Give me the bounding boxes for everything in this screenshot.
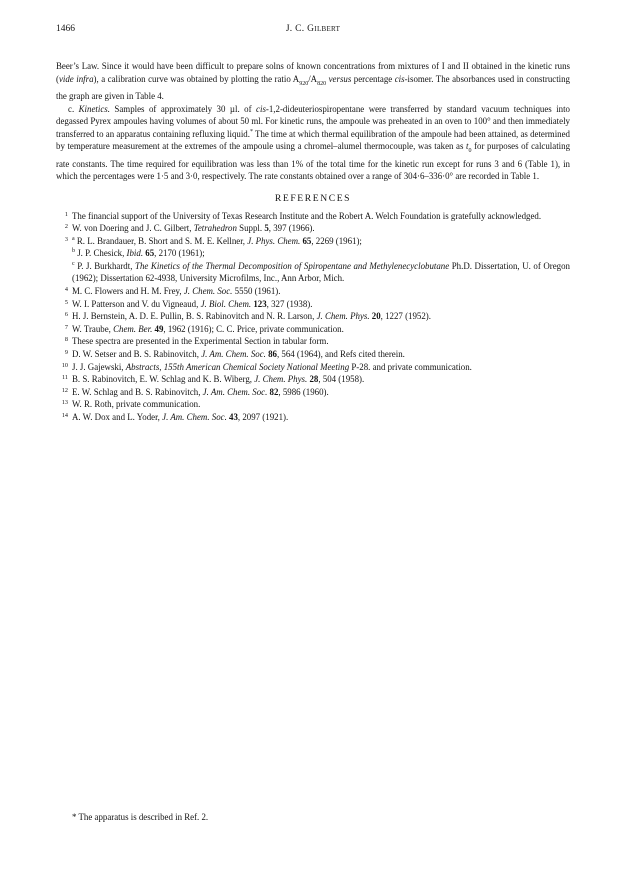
reference-10 (56, 361, 570, 374)
reference-number: 9 (64, 349, 68, 357)
reference-volume: 86 (268, 349, 277, 360)
reference-4 (56, 285, 570, 298)
reference-journal: J. Am. Chem. Soc. (162, 412, 227, 422)
running-author: J. C. Gilbert (285, 24, 341, 34)
reference-journal: Abstracts, 155th American Chemical Society National Meeting (125, 361, 350, 372)
reference-text: These spectra are presented in the Experimental Section in tabular form. (72, 336, 329, 347)
reference-authors: J. J. Gajewski, (72, 361, 126, 372)
absorbance-symbol: A (292, 73, 300, 84)
page-number: 1466 (56, 24, 75, 34)
paragraph-beers-law (56, 60, 570, 103)
reference-authors: P. J. Burkhardt, (74, 260, 136, 271)
reference-number: 5 (64, 298, 68, 306)
reference-journal: J. Biol. Chem. (200, 298, 252, 309)
reference-journal: J. Chem. Phys. (316, 311, 370, 322)
reference-13 (56, 398, 570, 411)
text-span: -1,2-dideuteriospiropentane were transferred by standard vacuum techniques into degassed Pyrex ampoules having volumes of about 50 ml. For kinetic runs, the ampoule was preheated in an oven to 100° and then immediately transferred to an apparatus containing refluxing liquid. (56, 103, 570, 139)
text-span: Samples of approximately 30 µl. of (109, 103, 257, 114)
reference-pages: , 1962 (1916); C. C. Price, private communication. (163, 323, 344, 334)
reference-title: The Kinetics of the Thermal Decomposition of Spiropentane and Methylenecyclobutane (135, 260, 450, 271)
reference-journal: J. Chem. Soc. (183, 286, 233, 297)
references-heading: REFERENCES (274, 192, 352, 204)
reference-journal: J. Phys. Chem. (247, 235, 301, 246)
reference-8 (56, 335, 570, 348)
italic-versus: versus (328, 73, 352, 84)
subreference-mark: a (72, 235, 75, 242)
reference-authors: J. P. Chesick, (75, 248, 127, 259)
reference-9 (56, 348, 570, 361)
text-span: -isomer. The absorbances used in constructing the graph are given in Table 4. (56, 73, 570, 101)
reference-text: The financial support of the University of Texas Research Institute and the Robert A. Welch Foundation is gratefully acknowledged. (72, 210, 542, 221)
reference-pages: , 1227 (1952). (380, 311, 431, 322)
reference-11 (56, 373, 570, 386)
reference-volume: 82 (269, 386, 279, 397)
subscript-820: 820 (317, 80, 327, 87)
text-span: /A (308, 73, 318, 84)
reference-journal: Ibid. (126, 248, 144, 259)
text-span: percentage (351, 73, 395, 84)
reference-volume: 5 (264, 223, 269, 234)
reference-authors: H. J. Bernstein, A. D. E. Pullin, B. S. Rabinovitch and N. R. Larson, (72, 311, 317, 322)
paragraph-kinetics (56, 103, 570, 183)
reference-volume: 123 (253, 298, 267, 309)
reference-pages: , 327 (1938). (266, 298, 313, 309)
subreference-mark: c (72, 260, 75, 267)
subreference-mark: b (72, 248, 75, 255)
reference-number: 6 (64, 311, 68, 319)
reference-journal: Tetrahedron (193, 223, 237, 234)
italic-cis: cis (256, 103, 266, 114)
reference-5 (56, 298, 570, 311)
reference-volume: 65 (302, 235, 312, 246)
reference-6 (56, 310, 570, 323)
reference-authors: M. C. Flowers and H. M. Frey, (72, 286, 184, 297)
reference-pages: , 2269 (1961); (311, 235, 362, 246)
text-span: ), a calibration curve was obtained by plotting the ratio (93, 73, 293, 84)
reference-volume: 43 (229, 412, 238, 422)
reference-details: Ph.D. Dissertation, U. of Oregon (1962); Dissertation 62-4938, University Microfilms, Inc., Ann Arbor, Mich. (72, 260, 570, 284)
reference-authors: W. Traube, (72, 323, 114, 334)
reference-volume: 65 (145, 248, 155, 259)
reference-2 (56, 222, 570, 235)
reference-pages: , 397 (1966). (268, 223, 315, 234)
reference-pages: , 2097 (1921). (237, 412, 289, 422)
reference-number: 14 (61, 412, 68, 419)
reference-pages: , 5986 (1960). (278, 386, 329, 397)
reference-pages: 5550 (1961). (232, 286, 281, 297)
reference-journal: Chem. Ber. (113, 323, 153, 334)
reference-number: 12 (61, 386, 68, 394)
reference-number: 4 (64, 286, 68, 294)
reference-3b (56, 247, 570, 260)
subscript-0: 0 (468, 148, 472, 155)
reference-volume: 49 (154, 323, 164, 334)
footnote-marker: * (249, 128, 253, 135)
reference-number: 7 (64, 323, 68, 331)
reference-pages: , 564 (1964), and Refs cited therein. (276, 349, 405, 360)
reference-3a (56, 235, 570, 248)
reference-1 (56, 210, 570, 223)
reference-number: 8 (64, 336, 68, 344)
footnote-marker: * (72, 812, 77, 822)
reference-authors: W. von Doering and J. C. Gilbert, (72, 223, 194, 234)
reference-12 (56, 386, 570, 399)
reference-pages: P-28. and private communication. (349, 361, 472, 372)
reference-3c (56, 260, 570, 285)
reference-journal: J. Chem. Phys. (254, 374, 308, 385)
reference-authors: D. W. Setser and B. S. Rabinovitch, (72, 349, 202, 360)
reference-pages: , 504 (1958). (318, 374, 365, 385)
page-footnote (72, 812, 208, 822)
reference-number: 11 (62, 374, 68, 382)
reference-authors: E. W. Schlag and B. S. Rabinovitch, (72, 386, 203, 397)
reference-number: 1 (64, 210, 68, 218)
reference-number: 3 (64, 235, 68, 243)
reference-number: 2 (64, 223, 68, 231)
subscript-920: 920 (299, 80, 309, 87)
reference-pages: , 2170 (1961); (154, 248, 205, 259)
reference-authors: B. S. Rabinovitch, E. W. Schlag and K. B. Wiberg, (72, 374, 255, 385)
italic-vide-infra: vide infra (58, 73, 94, 84)
article-body (56, 60, 570, 424)
running-header (56, 24, 570, 38)
text-span: for purposes of calculating rate constants. The time required for equilibration was less than 1% of the total time for the kinetic run except for runs 3 and 6 (Table 1), in which the percentages were 1·5 and 3·0, respectively. The rate constants obtained over a range of 304·6–336·0° are recorded in Table 1. (56, 141, 571, 182)
reference-journal: J. Am. Chem. Soc. (201, 349, 266, 360)
italic-kinetics-heading: Kinetics. (78, 103, 110, 114)
reference-7 (56, 323, 570, 336)
reference-volume: 20 (371, 311, 381, 322)
footnote-text: The apparatus is described in Ref. 2. (76, 812, 209, 822)
reference-number: 13 (61, 399, 68, 407)
italic-t: t (466, 141, 469, 152)
italic-cis: cis (394, 73, 405, 84)
reference-authors: A. W. Dox and L. Yoder, (72, 412, 163, 422)
reference-authors: R. L. Brandauer, B. Short and S. M. E. Kellner, (74, 235, 248, 246)
reference-volume: 28 (309, 374, 319, 385)
reference-text: W. R. Roth, private communication. (72, 399, 201, 410)
reference-number: 10 (61, 361, 68, 369)
reference-journal: J. Am. Chem. Soc. (202, 386, 268, 397)
reference-authors: W. I. Patterson and V. du Vigneaud, (72, 298, 201, 309)
reference-text: Suppl. (236, 223, 265, 234)
section-label: c. (68, 103, 79, 114)
text-span: Beer’s Law. Since it would have been difficult to prepare solns of known concentrations from mixtures of I and II obtained in the kinetic runs ( (56, 61, 570, 84)
reference-14 (56, 411, 570, 424)
text-span: The time at which thermal equilibration of the ampoule had been attained, as determined by temperature measurement at the extremes of the ampoule using a chromel–alumel thermocouple, was taken as (56, 128, 570, 152)
